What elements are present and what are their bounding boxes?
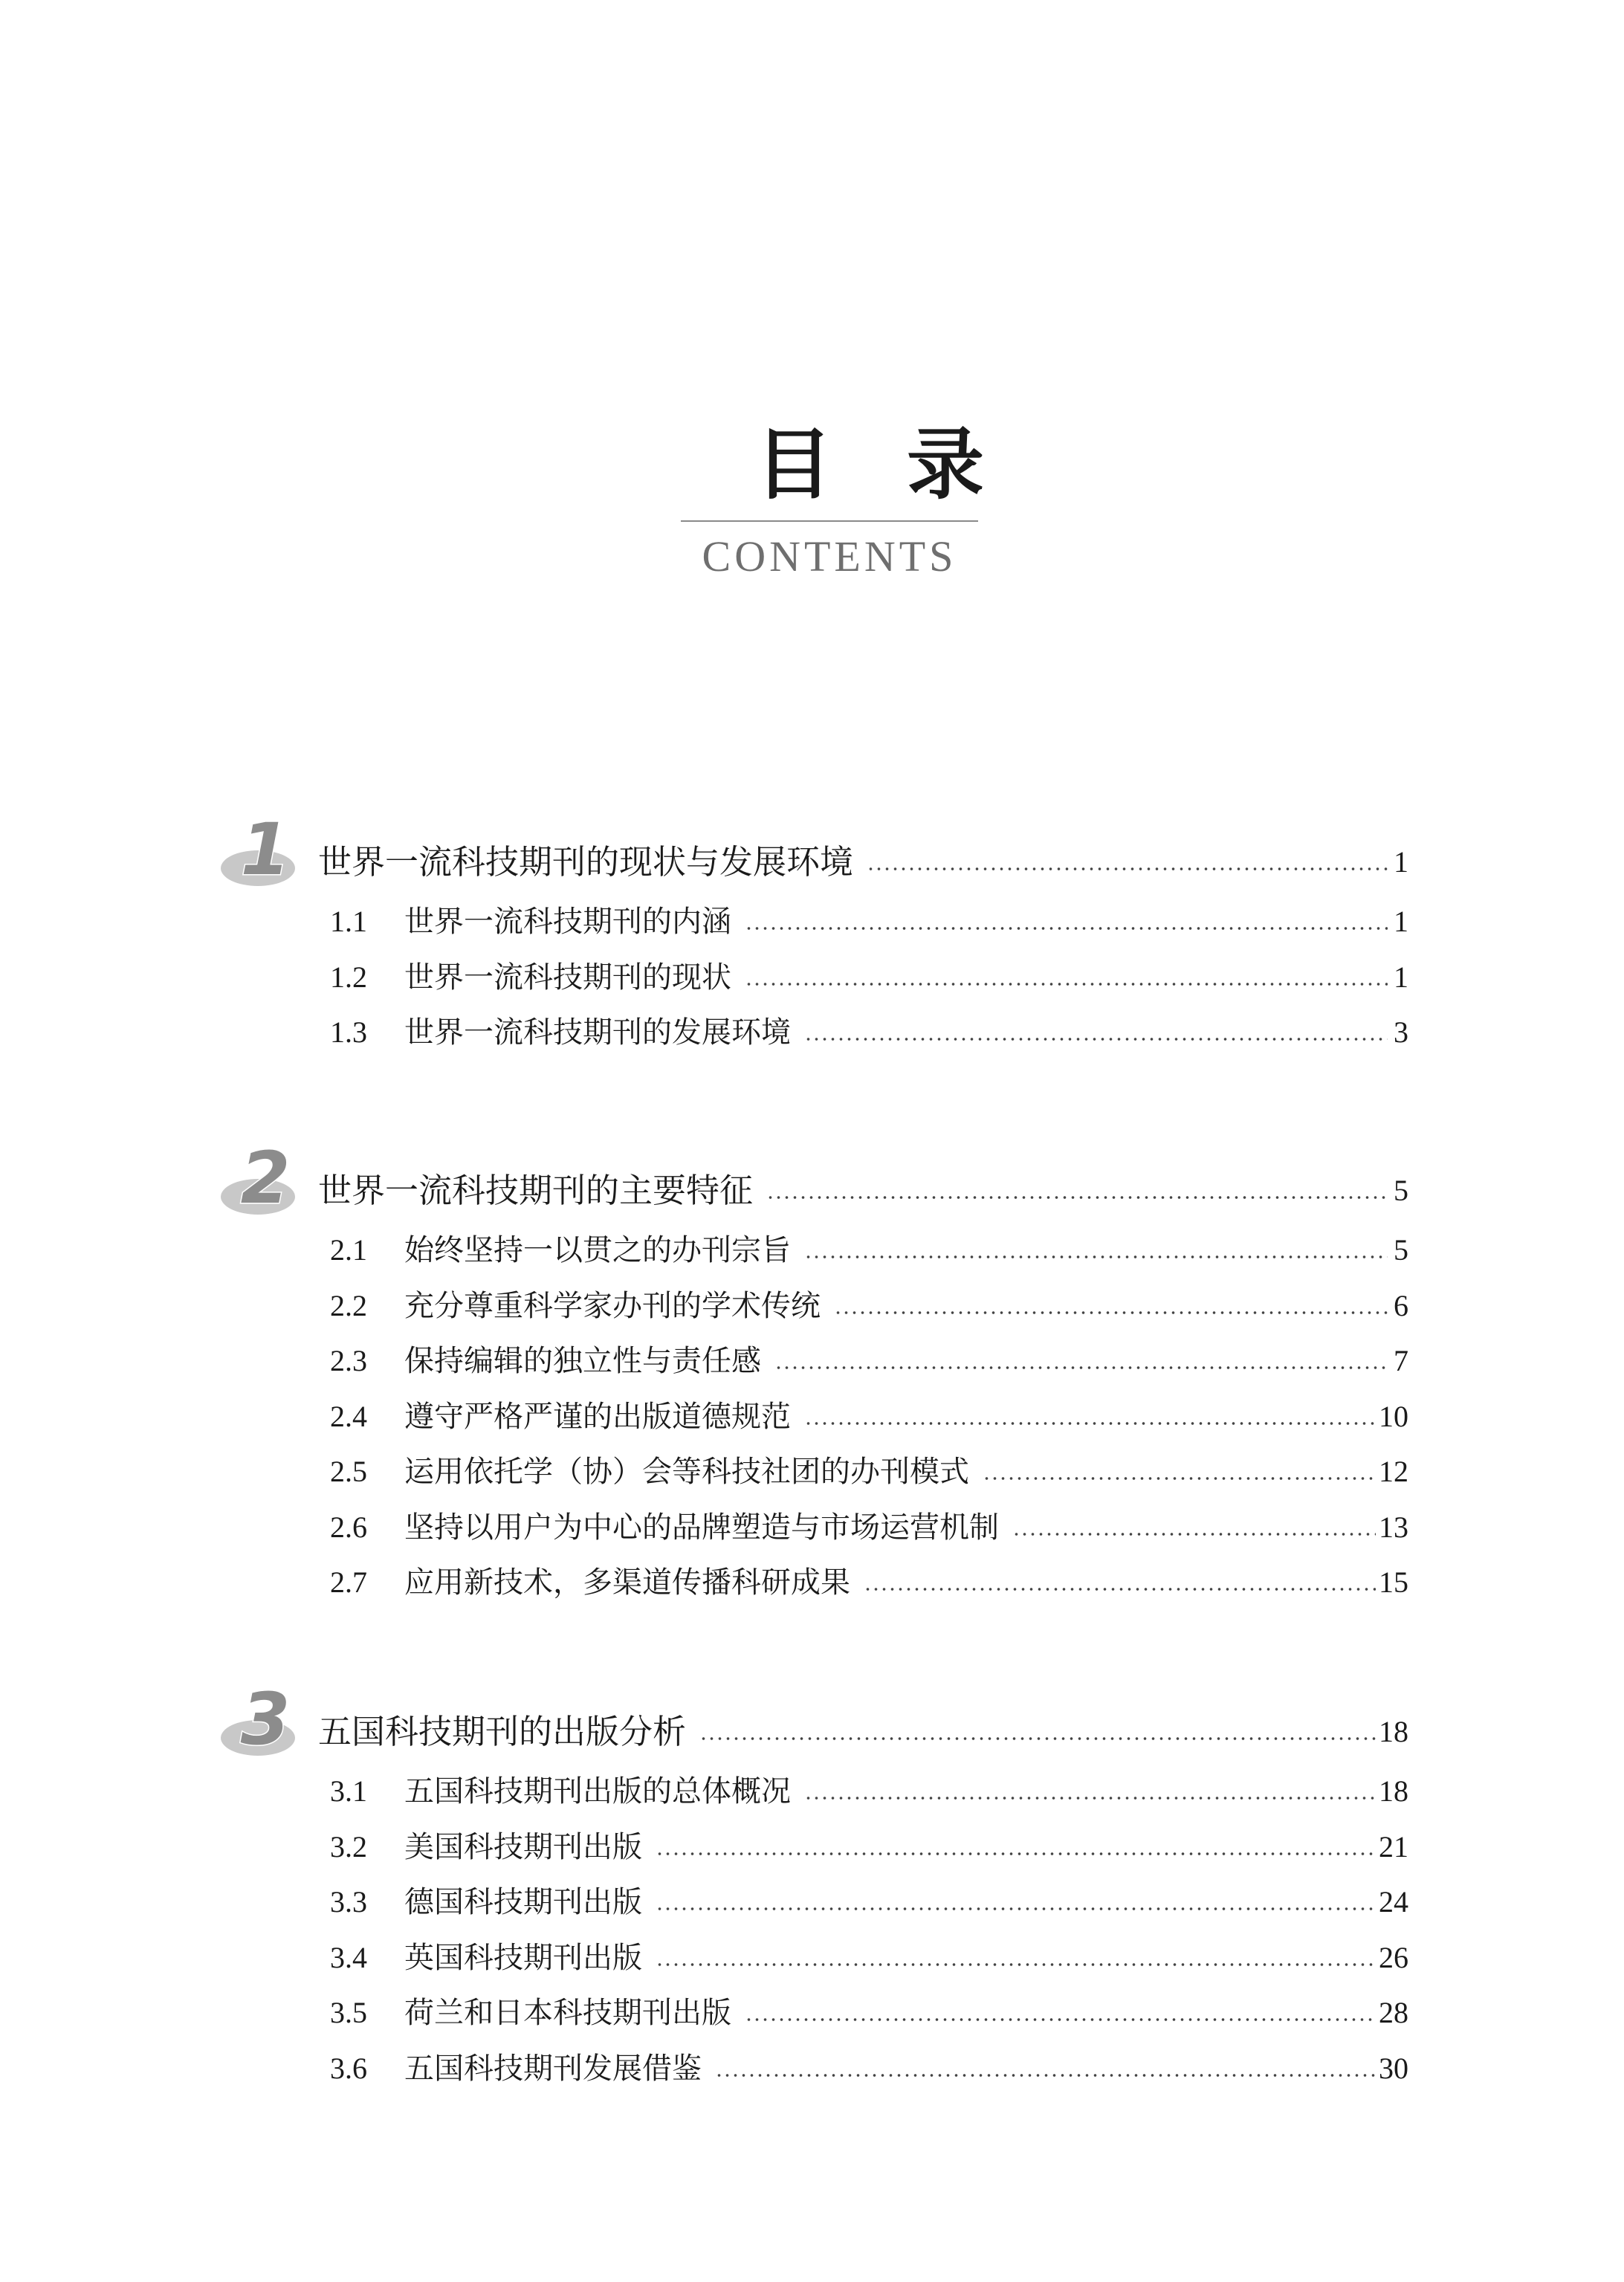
section-number: 1.3 (330, 1015, 367, 1049)
dot-leader (656, 1959, 1376, 1970)
section-title: 坚持以用户为中心的品牌塑造与市场运营机制 (404, 1510, 999, 1545)
page-number: 1 (1394, 905, 1408, 938)
dot-leader (745, 2014, 1376, 2025)
section-number: 2.5 (330, 1455, 367, 1488)
page-number: 10 (1379, 1400, 1408, 1433)
section-entry[interactable] (330, 899, 1408, 944)
section-title: 保持编辑的独立性与责任感 (404, 1344, 761, 1378)
section-title: 世界一流科技期刊的现状 (404, 960, 731, 995)
chapter-number-badge (219, 1137, 316, 1219)
page-number: 18 (1379, 1715, 1408, 1748)
section-title: 世界一流科技期刊的内涵 (404, 905, 731, 939)
dot-leader (804, 1034, 1388, 1044)
section-number: 3.1 (330, 1774, 367, 1808)
section-entry[interactable] (330, 1991, 1408, 2035)
section-entry[interactable] (330, 1284, 1408, 1328)
section-entry[interactable] (330, 1449, 1408, 1494)
chapter-title: 世界一流科技期刊的主要特征 (318, 1171, 754, 1210)
dot-leader (804, 1793, 1376, 1803)
page-number: 5 (1394, 1174, 1408, 1207)
page-number: 24 (1379, 1885, 1408, 1919)
dot-leader (656, 1904, 1376, 1914)
dot-leader (804, 1252, 1388, 1262)
section-number: 3.4 (330, 1941, 367, 1974)
chapter-entry[interactable] (318, 1169, 1408, 1213)
section-entry[interactable] (330, 1769, 1408, 1814)
page-number: 5 (1394, 1233, 1408, 1267)
page-number: 6 (1394, 1289, 1408, 1322)
page-number: 15 (1379, 1565, 1408, 1599)
section-entry[interactable] (330, 1339, 1408, 1383)
page-number: 1 (1394, 845, 1408, 879)
chapter-number: 3 (240, 1678, 291, 1760)
chapter-number: 2 (240, 1137, 291, 1219)
dot-leader (699, 1733, 1376, 1744)
section-entry[interactable] (330, 1880, 1408, 1924)
section-title: 运用依托学（协）会等科技社团的办刊模式 (404, 1455, 969, 1489)
page-number: 13 (1379, 1510, 1408, 1544)
section-number: 1.1 (330, 905, 367, 938)
dot-leader (804, 1418, 1376, 1429)
section-number: 2.3 (330, 1344, 367, 1377)
page-title: 目录 (755, 419, 1059, 510)
page-number: 1 (1394, 960, 1408, 994)
dot-leader (983, 1473, 1376, 1484)
page-number: 7 (1394, 1344, 1408, 1377)
chapter-entry[interactable] (318, 840, 1408, 885)
section-title: 五国科技期刊发展借鉴 (404, 2052, 702, 2086)
section-number: 2.7 (330, 1565, 367, 1599)
section-number: 2.1 (330, 1233, 367, 1267)
chapter-title: 世界一流科技期刊的现状与发展环境 (318, 842, 854, 882)
section-entry[interactable] (330, 1936, 1408, 1980)
chapter-number-badge (219, 1678, 316, 1760)
section-title: 五国科技期刊出版的总体概况 (404, 1774, 791, 1809)
section-number: 2.2 (330, 1289, 367, 1322)
dot-leader (834, 1308, 1388, 1318)
section-entry[interactable] (330, 2046, 1408, 2091)
section-number: 2.6 (330, 1510, 367, 1544)
section-title: 应用新技术，多渠道传播科研成果 (404, 1565, 850, 1600)
dot-leader (864, 1584, 1376, 1594)
section-title: 遵守严格严谨的出版道德规范 (404, 1400, 791, 1434)
chapter-entry[interactable] (318, 1710, 1408, 1754)
chapter-number: 1 (240, 809, 291, 891)
page-number: 12 (1379, 1455, 1408, 1488)
section-number: 3.6 (330, 2052, 367, 2085)
dot-leader (745, 923, 1388, 934)
section-entry[interactable] (330, 1560, 1408, 1605)
section-title: 始终坚持一以贯之的办刊宗旨 (404, 1233, 791, 1267)
section-title: 荷兰和日本科技期刊出版 (404, 1996, 731, 2030)
section-entry[interactable] (330, 1394, 1408, 1439)
section-title: 德国科技期刊出版 (404, 1885, 642, 1919)
section-number: 1.2 (330, 960, 367, 994)
chapter-title: 五国科技期刊的出版分析 (318, 1712, 687, 1751)
page-number: 21 (1379, 1830, 1408, 1864)
section-entry[interactable] (330, 1505, 1408, 1550)
dot-leader (715, 2070, 1376, 2081)
section-title: 美国科技期刊出版 (404, 1830, 642, 1864)
section-number: 2.4 (330, 1400, 367, 1433)
dot-leader (745, 979, 1388, 989)
section-number: 3.2 (330, 1830, 367, 1864)
dot-leader (867, 864, 1388, 874)
chapter-number-badge (219, 809, 316, 891)
dot-leader (656, 1849, 1376, 1859)
section-number: 3.5 (330, 1996, 367, 2029)
section-entry[interactable] (330, 1010, 1408, 1055)
page-number: 18 (1379, 1774, 1408, 1808)
section-title: 世界一流科技期刊的发展环境 (404, 1015, 791, 1050)
section-number: 3.3 (330, 1885, 367, 1919)
dot-leader (1012, 1529, 1376, 1539)
dot-leader (774, 1363, 1388, 1373)
page-number: 26 (1379, 1941, 1408, 1974)
page-number: 28 (1379, 1996, 1408, 2029)
section-entry[interactable] (330, 955, 1408, 1000)
section-entry[interactable] (330, 1825, 1408, 1869)
section-title: 充分尊重科学家办刊的学术传统 (404, 1289, 821, 1323)
page-number: 3 (1394, 1015, 1408, 1049)
section-entry[interactable] (330, 1228, 1408, 1273)
page-number: 30 (1379, 2052, 1408, 2085)
page-subtitle: CONTENTS (702, 532, 957, 581)
dot-leader (766, 1192, 1388, 1203)
section-title: 英国科技期刊出版 (404, 1941, 642, 1975)
